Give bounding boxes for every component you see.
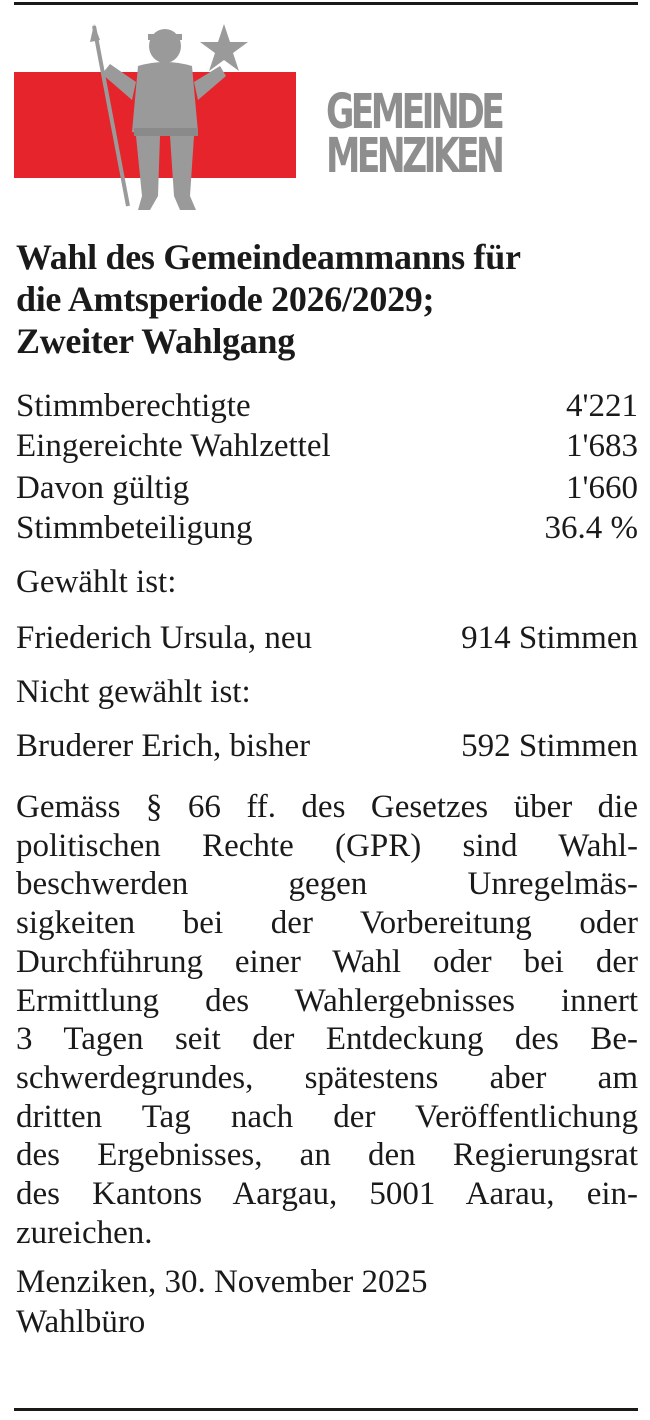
paragraph-line: politischen Rechte (GPR) sind Wahl- <box>16 827 638 864</box>
paragraph-line: Durchführung einer Wahl oder bei der <box>16 943 638 980</box>
paragraph-line: Gemäss § 66 ff. des Gesetzes über die <box>16 789 638 825</box>
paragraph-line: dritten Tag nach der Veröffentlichung <box>16 1098 638 1135</box>
stat-row-submitted <box>16 426 638 466</box>
stat-row-eligible <box>16 386 638 426</box>
municipality-logo <box>14 20 502 212</box>
stat-label: Davon gültig <box>16 470 190 506</box>
stat-label: Eingereichte Wahlzettel <box>16 428 331 464</box>
legal-notice-paragraph <box>16 788 638 1252</box>
stat-value: 4'221 <box>566 388 638 424</box>
top-rule <box>14 2 638 5</box>
paragraph-line: 3 Tagen seit der Entdeckung des Be- <box>16 1021 638 1058</box>
stat-label: Stimmbeteiligung <box>16 510 253 546</box>
not-elected-heading: Nicht gewählt ist: <box>16 674 251 710</box>
stat-value: 36.4 % <box>544 510 638 546</box>
candidate-name: Friederich Ursula, neu <box>16 620 312 656</box>
logo-text-line1: GEMEINDE <box>326 84 502 140</box>
paragraph-line: beschwerden gegen Unregelmäs- <box>16 866 638 903</box>
bottom-rule <box>14 1408 638 1411</box>
paragraph-line: des Kantons Aargau, 5001 Aarau, ein- <box>16 1176 638 1213</box>
title-line: Wahl des Gemeindeammanns für <box>16 237 521 277</box>
paragraph-line: Ermittlung des Wahlergebnisses innert <box>16 982 638 1019</box>
title-line: Zweiter Wahlgang <box>16 321 295 361</box>
not-elected-candidate-row <box>16 726 638 766</box>
stat-label: Stimmberechtigte <box>16 388 251 424</box>
candidate-name: Bruderer Erich, bisher <box>16 728 311 764</box>
candidate-votes: 914 Stimmen <box>461 620 638 656</box>
paragraph-line: sigkeiten bei der Vorbereitung oder <box>16 905 638 942</box>
elected-candidate-row <box>16 618 638 658</box>
place-date: Menziken, 30. November 2025 <box>16 1264 428 1300</box>
stat-value: 1'683 <box>566 428 638 464</box>
logo-text-line2: MENZIKEN <box>326 128 502 184</box>
stat-value: 1'660 <box>566 470 638 506</box>
candidate-votes: 592 Stimmen <box>461 728 638 764</box>
logo-wordmark <box>326 84 502 184</box>
stat-row-valid <box>16 468 638 508</box>
paragraph-line: zureichen. <box>16 1214 153 1251</box>
paragraph-line: schwerdegrundes, spätestens aber am <box>16 1059 638 1096</box>
elected-heading: Gewählt ist: <box>16 564 177 600</box>
page-title <box>16 236 636 362</box>
paragraph-line: des Ergebnisses, an den Regierungsrat <box>16 1137 638 1174</box>
issuing-office: Wahlbüro <box>16 1304 146 1340</box>
stat-row-turnout <box>16 508 638 548</box>
title-line: die Amtsperiode 2026/2029; <box>16 279 435 319</box>
